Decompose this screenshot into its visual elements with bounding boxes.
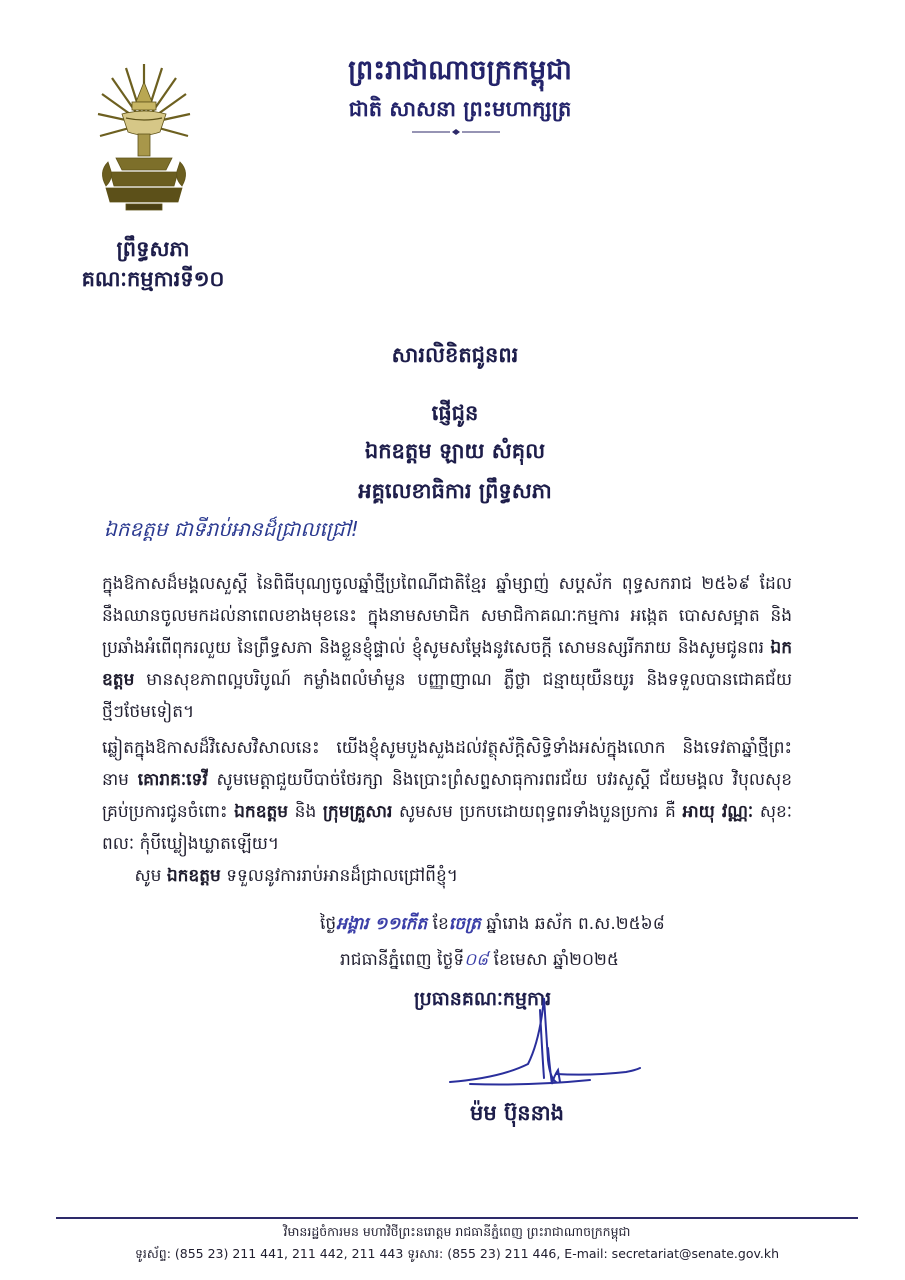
signature xyxy=(440,990,650,1100)
paragraph-1-bold: ឯកឧត្តម xyxy=(102,638,792,690)
sender-organization xyxy=(48,234,258,294)
place-day-handwritten: ០៨ xyxy=(464,950,489,970)
recipient-name: ឯកឧត្តម ឡាយ សំគុល xyxy=(364,439,546,463)
lunar-prefix: ថ្ងៃ xyxy=(320,914,337,934)
place-suffix: ខែមេសា ឆ្នាំ២០២៥ xyxy=(493,950,619,970)
kingdom-title: ព្រះរាជាណាចក្រកម្ពុជា xyxy=(348,55,572,86)
national-motto: ជាតិ សាសនា ព្រះមហាក្សត្រ xyxy=(348,97,572,121)
senate-emblem-icon xyxy=(96,62,192,220)
recipient-title: អគ្គលេខាធិការ ព្រឹទ្ធសភា xyxy=(358,479,552,503)
closing-end: ទទួលនូវការរាប់អានដ៏ជ្រាលជ្រៅពីខ្ញុំ។ xyxy=(226,866,458,886)
place-date xyxy=(340,944,619,976)
committee-name: គណៈកម្មការទី១០ xyxy=(81,267,225,291)
lunar-month-handwritten: ចេត្រ xyxy=(448,914,481,934)
paragraph-2 xyxy=(102,732,792,860)
paragraph-2-end: សូមសម ប្រកបដោយពុទ្ធពរទាំងបួនប្រការ គឺ xyxy=(398,802,676,822)
paragraph-2-deity: គោរាគៈទេវី xyxy=(137,770,208,790)
kingdom-header xyxy=(300,54,620,124)
paragraph-2-and: និង xyxy=(294,802,317,822)
paragraph-1-end: មានសុខភាពល្អបរិបូណ៍ កម្លាំងពលំមាំមួន បញ្ញាញាណ ភ្លឺថ្លា ជន្មាយុយឺនយូរ និងទទួលបានជោគជ័យថ្មីៗថែមទៀត។ xyxy=(102,670,792,722)
footer-contacts: ទូរស័ព្ទ: (855 23) 211 441, 211 442, 211 443 ទូរសារ: (855 23) 211 446, E-mail: secretariat@senate.gov.kh xyxy=(134,1246,780,1261)
paragraph-2-blessings: អាយុ វណ្ណៈ xyxy=(682,802,754,822)
paragraph-1 xyxy=(102,568,792,728)
to-label: ផ្ញើជូន xyxy=(431,401,479,425)
paragraph-2-mid: សូមមេត្តាជួយបីបាច់ថែរក្សា និងប្រោះព្រំសព្ទសាធុការពរជ័យ បវរសួស្តី ជ័យមង្គល វិបុលសុខគ្រប់ប្រការជូនចំពោះ xyxy=(102,770,793,822)
paragraph-2-bold: ឯកឧត្តម xyxy=(234,802,289,822)
chairman-title: ប្រធានគណៈកម្មការ xyxy=(414,988,552,1010)
ornament-divider xyxy=(412,128,500,136)
lunar-day-handwritten: អង្គារ ១១កើត xyxy=(336,914,428,934)
closing-line xyxy=(102,860,792,892)
paragraph-2-start: ឆ្លៀតក្នុងឱកាសដ៏វិសេសវិសាលនេះ យើងខ្ញុំសូមបួងសួងដល់វត្ថុស័ក្តិសិទ្ធិទាំងអស់ក្នុងលោក និងទេវតាឆ្នាំថ្មីព្រះនាម xyxy=(102,738,792,790)
organization-name: ព្រឹទ្ធសភា xyxy=(116,237,190,261)
lunar-month-label: ខែ xyxy=(432,914,449,934)
footer-address: វិមានរដ្ឋចំការមន មហាវិថីព្រះនរោត្តម រាជធានីភ្នំពេញ ព្រះរាជាណាចក្រកម្ពុជា xyxy=(283,1224,631,1239)
place-prefix: រាជធានីភ្នំពេញ ថ្ងៃទី xyxy=(340,950,465,970)
lunar-date xyxy=(320,908,665,940)
lunar-suffix: ឆ្នាំរោង ឆស័ក ព.ស.២៥៦៨ xyxy=(486,914,665,934)
letter-title: សារលិខិតជូនពរ xyxy=(391,343,519,367)
closing-start: សូម xyxy=(134,866,162,886)
paragraph-1-text: ក្នុងឱកាសដ៏មង្គលសួស្តី នៃពិធីបុណ្យចូលឆ្នាំថ្មីប្រពៃណីជាតិខ្មែរ ឆ្នាំម្សាញ់ សប្តស័ក ពុទ្ធសករាជ ២៥៦៩ ដែលនឹងឈានចូលមកដល់នាពេលខាងមុខនេះ ក្នុងនាមសមាជិក សមាជិកាគណៈកម្មការ អង្កេត បោសសម្អាត និងប្រឆាំងអំពើពុករលួយ នៃព្រឹទ្ធសភា និងខ្លួនខ្ញុំផ្ទាល់ ខ្ញុំសូមសម្តែងនូវសេចក្តី សោមនស្សរីករាយ និងសូមជូនពរ xyxy=(102,574,792,658)
closing-bold: ឯកឧត្តម xyxy=(166,866,221,886)
paragraph-2-family: ក្រុមគ្រួសារ xyxy=(322,802,393,822)
paragraph-2-tail: សុខៈ ពលៈ កុំបីឃ្លៀងឃ្លាតឡើយ។ xyxy=(102,802,793,854)
salutation: ឯកឧត្តម ជាទីរាប់អានដ៏ជ្រាលជ្រៅ! xyxy=(104,517,359,541)
signatory-name: ម៉ម ប៊ុននាង xyxy=(470,1101,564,1125)
footer-divider xyxy=(56,1217,858,1219)
